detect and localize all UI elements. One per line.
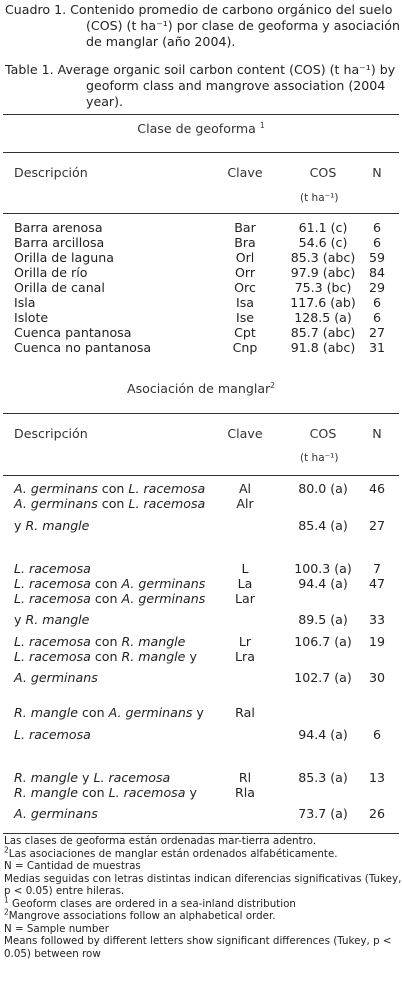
table-row	[0, 634, 402, 649]
table-row	[0, 496, 402, 511]
note-mangrove-order-en: $^2$Mangrove associations follow an alphabetical order.	[4, 907, 276, 922]
table-row	[0, 265, 402, 280]
cell-cos: 97.9 (abc)	[290, 265, 356, 280]
note-sample-es: N = Cantidad de muestras	[4, 860, 141, 872]
cell-cos: 85.3 (abc)	[290, 250, 356, 265]
table-row	[0, 250, 402, 265]
cell-descripcion: Orilla de río	[14, 265, 88, 280]
cell-n: 6	[372, 295, 381, 310]
cell-cos: 94.4 (a)	[298, 576, 348, 591]
table-footnotes	[4, 835, 402, 960]
caption-en-line2: geoform class and mangrove association (2004 year).	[86, 78, 386, 109]
rule-bottom	[3, 833, 399, 834]
cell-descripcion: A. germinans	[14, 670, 98, 685]
cell-descripcion: y R. mangle	[14, 612, 90, 627]
caption-spanish	[5, 2, 401, 50]
cell-clave: Lr	[238, 634, 252, 649]
caption-es-line1: Cuadro 1. Contenido promedio de carbono orgánico del suelo	[5, 2, 393, 17]
cell-descripcion: A. germinans con L. racemosa	[14, 496, 206, 511]
cell-clave: Cnp	[232, 340, 258, 355]
cell-descripcion: Cuenca no pantanosa	[14, 340, 152, 355]
cell-cos: 102.7 (a)	[294, 670, 352, 685]
cell-clave: Lar	[235, 591, 255, 606]
cell-clave: Orl	[235, 250, 255, 265]
cell-cos: 85.4 (a)	[298, 518, 348, 533]
cell-clave: Orc	[234, 280, 256, 295]
note-geoform-order: Las clases de geoforma están ordenadas mar-tierra adentro.	[4, 835, 317, 847]
cell-descripcion: L. racemosa	[14, 561, 91, 576]
cell-n: 29	[368, 280, 386, 295]
cell-n: 31	[368, 340, 386, 355]
cell-n: 33	[368, 612, 386, 627]
cell-descripcion: L. racemosa con R. mangle	[14, 634, 186, 649]
header-cos: COS	[309, 426, 337, 441]
table-row	[0, 235, 402, 250]
cell-descripcion: R. mangle con L. racemosa y	[14, 785, 197, 800]
table-row	[0, 561, 402, 576]
caption-english	[5, 62, 401, 110]
table-row	[0, 727, 402, 742]
cell-descripcion: Barra arenosa	[14, 220, 103, 235]
table-row	[0, 481, 402, 496]
cell-clave: Al	[238, 481, 252, 496]
header-cos: COS	[309, 165, 337, 180]
table-row	[0, 770, 402, 785]
table-row	[0, 280, 402, 295]
table-row	[0, 576, 402, 591]
header-descripcion: Descripción	[14, 165, 88, 180]
cell-descripcion: Orilla de laguna	[14, 250, 114, 265]
section2-title: Asociación de manglar$^2$	[126, 380, 276, 396]
note-mangrove-order-es: $^2$Las asociaciones de manglar están ordenados alfabéticamente.	[4, 845, 338, 860]
cell-clave: Isa	[236, 295, 254, 310]
cell-n: 13	[368, 770, 386, 785]
cell-descripcion: R. mangle con A. germinans y	[14, 705, 204, 720]
cell-n: 47	[368, 576, 386, 591]
rule-top	[3, 114, 399, 115]
table-row	[0, 785, 402, 800]
section1-title: Clase de geoforma $^1$	[137, 120, 265, 136]
cell-cos: 80.0 (a)	[298, 481, 348, 496]
cell-cos: 61.1 (c)	[298, 220, 348, 235]
cell-n: 6	[372, 235, 381, 250]
cell-n: 30	[368, 670, 386, 685]
cell-clave: Rl	[238, 770, 252, 785]
section1-cos-unit: (t ha⁻¹)	[300, 192, 339, 204]
cell-descripcion: L. racemosa con A. germinans	[14, 576, 206, 591]
caption-es-line2: (COS) (t ha⁻¹) por clase de geoforma y asociación	[86, 18, 400, 33]
cell-descripcion: Orilla de canal	[14, 280, 105, 295]
table-row	[0, 310, 402, 325]
cell-n: 6	[372, 220, 381, 235]
header-clave: Clave	[227, 165, 263, 180]
cell-descripcion: Islote	[14, 310, 49, 325]
cell-descripcion: L. racemosa	[14, 727, 91, 742]
cell-descripcion: L. racemosa con R. mangle y	[14, 649, 197, 664]
section2-cos-unit: (t ha⁻¹)	[300, 452, 339, 464]
cell-cos: 73.7 (a)	[298, 806, 348, 821]
cell-n: 27	[368, 518, 386, 533]
rule-section1	[3, 152, 399, 153]
table-row	[0, 705, 402, 720]
cell-n: 19	[368, 634, 386, 649]
header-n: N	[372, 165, 382, 180]
cell-clave: Bar	[234, 220, 256, 235]
header-n: N	[372, 426, 382, 441]
header-descripcion: Descripción	[14, 426, 88, 441]
section2-title-mark: 2	[270, 380, 276, 390]
header-clave: Clave	[227, 426, 263, 441]
caption-es-line3: de manglar (año 2004).	[86, 34, 236, 49]
cell-n: 6	[372, 310, 381, 325]
table-row	[0, 670, 402, 685]
cell-descripcion: Isla	[14, 295, 36, 310]
cell-cos: 85.3 (a)	[298, 770, 348, 785]
table-row	[0, 340, 402, 355]
section1-header-row	[0, 165, 402, 180]
cell-clave: Bra	[234, 235, 256, 250]
cell-clave: Ise	[235, 310, 255, 325]
cell-cos: 94.4 (a)	[298, 727, 348, 742]
note-significance-es: Medias seguidas con letras distintas indican diferencias significativas (Tukey, p < 0.05) entre hileras.	[4, 872, 402, 897]
cell-n: 59	[368, 250, 386, 265]
cell-descripcion: Barra arcillosa	[14, 235, 105, 250]
cell-cos: 85.7 (abc)	[290, 325, 356, 340]
cell-n: 7	[372, 561, 381, 576]
table-row	[0, 518, 402, 533]
cell-n: 26	[368, 806, 386, 821]
cell-descripcion: A. germinans con L. racemosa	[14, 481, 206, 496]
cell-clave: Ral	[235, 705, 255, 720]
cell-clave: Lra	[235, 649, 255, 664]
table-row	[0, 612, 402, 627]
cell-clave: Alr	[236, 496, 254, 511]
rule-section2-header	[3, 475, 399, 476]
cell-n: 6	[372, 727, 381, 742]
cell-n: 84	[368, 265, 386, 280]
table-row	[0, 220, 402, 235]
cell-descripcion: L. racemosa con A. germinans	[14, 591, 206, 606]
note-significance-en: Means followed by different letters show significant differences (Tukey, p < 0.05) between row	[4, 935, 392, 960]
table-row	[0, 591, 402, 606]
cell-cos: 128.5 (a)	[294, 310, 352, 325]
cell-cos: 106.7 (a)	[294, 634, 352, 649]
cell-cos: 117.6 (ab)	[290, 295, 356, 310]
cell-descripcion: R. mangle y L. racemosa	[14, 770, 171, 785]
rule-section2	[3, 413, 399, 414]
cell-descripcion: A. germinans	[14, 806, 98, 821]
table-row	[0, 325, 402, 340]
cell-cos: 89.5 (a)	[298, 612, 348, 627]
cell-clave: L	[241, 561, 249, 576]
table-row	[0, 806, 402, 821]
note-geoform-order-en: $^1$ Geoform clases are ordered in a sea-inland distribution	[4, 895, 296, 910]
cell-clave: Rla	[235, 785, 255, 800]
cell-cos: 91.8 (abc)	[290, 340, 356, 355]
note-sample-en: N = Sample number	[4, 922, 109, 935]
cell-cos: 100.3 (a)	[294, 561, 352, 576]
cell-n: 27	[368, 325, 386, 340]
cell-clave: La	[237, 576, 253, 591]
section2-header-row	[0, 426, 402, 441]
cell-clave: Cpt	[234, 325, 256, 340]
cell-descripcion: y R. mangle	[14, 518, 90, 533]
cell-descripcion: Cuenca pantanosa	[14, 325, 132, 340]
cell-cos: 75.3 (bc)	[294, 280, 352, 295]
caption-en-line1: Table 1. Average organic soil carbon content (COS) (t ha⁻¹) by	[5, 62, 396, 77]
table-row	[0, 295, 402, 310]
cell-clave: Orr	[234, 265, 256, 280]
table-row	[0, 649, 402, 664]
cell-cos: 54.6 (c)	[298, 235, 348, 250]
rule-section1-header	[3, 213, 399, 214]
section1-title-mark: 1	[259, 120, 265, 130]
cell-n: 46	[368, 481, 386, 496]
